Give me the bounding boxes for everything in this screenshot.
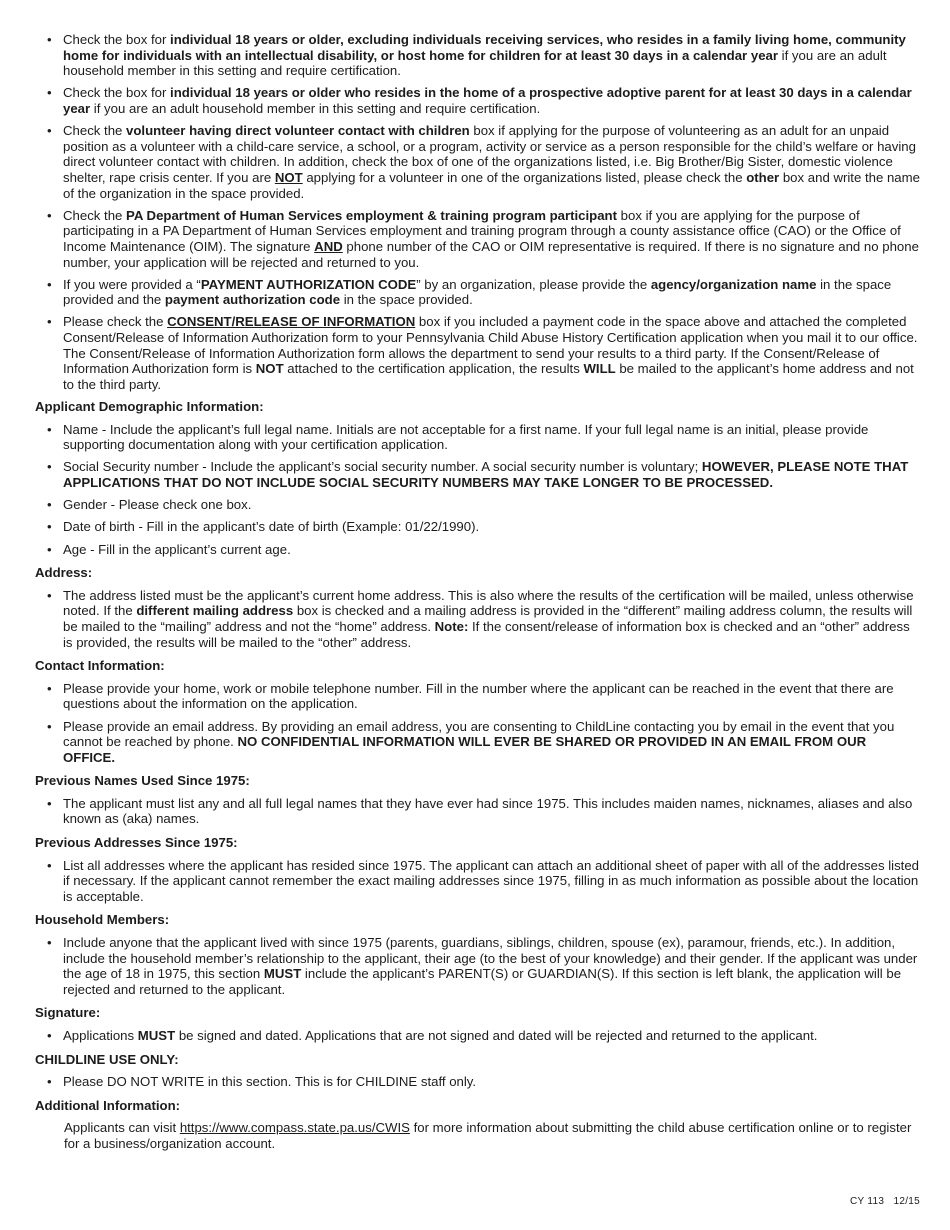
sections-container xyxy=(35,399,920,1090)
emphasis-text: NOT xyxy=(255,361,284,377)
emphasis-text: agency/organization name xyxy=(650,276,817,292)
item-text: Date of birth - Fill in the applicant’s date of birth (Example: 01/22/1990). xyxy=(63,519,480,535)
emphasis-text: PA Department of Human Services employment & training program participant xyxy=(126,207,618,223)
form-footer xyxy=(850,1194,920,1210)
item-text: Please check the xyxy=(63,314,168,330)
form-id: CY 113 xyxy=(849,1196,885,1207)
emphasis-text: other xyxy=(746,169,780,185)
list-item xyxy=(35,314,920,392)
list-item xyxy=(35,85,920,116)
section xyxy=(35,1052,920,1090)
item-text: in the space provided. xyxy=(340,292,473,308)
emphasis-text: NOT xyxy=(274,169,303,185)
section-list xyxy=(35,422,920,558)
item-text: ” by an organization, please provide the xyxy=(416,276,651,292)
section-list xyxy=(35,796,920,827)
item-text: List all addresses where the applicant has resided since 1975. The applicant can attach an additional sheet of paper with all of the addresses listed if necessary. If the applicant cannot remember the exact mailing addresses since 1975, filling in as much information as possible about the location is acceptable. xyxy=(63,857,920,904)
emphasis-text xyxy=(167,314,415,329)
list-item xyxy=(35,459,920,490)
item-text: box is checked and a mailing address is provided in the “different” mailing address column, the results will be mailed to the “mailing” address and not the “home” address. xyxy=(63,603,913,634)
emphasis-text: different mailing address xyxy=(136,603,294,619)
emphasis-text: individual 18 years or older, excluding individuals receiving services, who resides in a family living home, community home for individuals with an intellectual disability, or host home for children for at least 30 days in a calendar year xyxy=(63,32,906,63)
emphasis-text: payment authorization code xyxy=(164,292,341,308)
list-item xyxy=(35,208,920,270)
emphasis-text: individual 18 years or older who resides in the home of a prospective adoptive parent for at least 30 days in a calendar year xyxy=(63,85,912,116)
additional-information-section xyxy=(35,1098,920,1152)
item-text: Check the box for xyxy=(63,32,171,47)
section-heading: Previous Addresses Since 1975: xyxy=(35,835,238,851)
item-text: attached to the certification application, the results xyxy=(283,361,584,377)
list-item xyxy=(35,519,920,535)
section-heading: CHILDLINE USE ONLY: xyxy=(35,1051,179,1067)
item-text: include the applicant’s PARENT(S) or GUARDIAN(S). If this section is left blank, the application will be rejected and returned to the applicant. xyxy=(63,966,902,997)
item-text: Check the xyxy=(63,123,127,139)
section-list xyxy=(35,858,920,905)
additional-information-text xyxy=(35,1120,920,1151)
emphasis-text: AND xyxy=(314,238,343,254)
list-item xyxy=(35,796,920,827)
item-text: be mailed to the applicant’s home address and not to the third party. xyxy=(63,361,914,392)
emphasis-text: MUST xyxy=(263,966,302,982)
additional-text-before: Applicants can visit xyxy=(64,1120,180,1136)
emphasis-text: MUST xyxy=(137,1028,176,1043)
item-text: if you are an adult household member in this setting and require certification. xyxy=(90,100,541,116)
section-list xyxy=(35,935,920,997)
item-text: Please provide an email address. By providing an email address, you are consenting to ChildLine contacting you by email in the event that you cannot be reached by phone. xyxy=(63,718,895,750)
list-item xyxy=(35,588,920,650)
section xyxy=(35,658,920,765)
list-item xyxy=(35,32,920,79)
list-item xyxy=(35,497,920,513)
list-item xyxy=(35,681,920,712)
item-text: Gender - Please check one box. xyxy=(63,497,252,513)
item-text: box and write the name of the organization in the space provided. xyxy=(63,169,920,201)
section-list xyxy=(35,1028,920,1044)
item-text: The applicant must list any and all full legal names that they have ever had since 1975. This includes maiden names, nicknames, aliases and also known as (aka) names. xyxy=(63,795,913,827)
document-page xyxy=(35,32,920,1158)
item-text: box if you included a payment code in the space above and attached the completed Consent/Release of Information Authorization form to your Pennsylvania Child Abuse History Certification application when you mail it to our office. The Consent/Release of Information Authorization form allows the department to send your results to a third party. If the Consent/Release of Information Authorization form is xyxy=(63,314,918,377)
emphasis-text: Note: xyxy=(434,618,469,634)
instructions-list xyxy=(35,32,920,392)
section xyxy=(35,399,920,557)
section-heading: Signature: xyxy=(35,1005,101,1021)
emphasis-text: volunteer having direct volunteer contact with children xyxy=(126,123,470,139)
emphasis-text xyxy=(314,239,343,254)
list-item xyxy=(35,935,920,997)
section-heading: Contact Information: xyxy=(35,658,165,674)
item-text: Please provide your home, work or mobile telephone number. Fill in the number where the applicant can be reached in the event that there are questions about the information on the application. xyxy=(63,680,894,712)
item-text: phone number of the CAO or OIM representative is required. If there is no signature and no phone number, your application will be rejected and returned to you. xyxy=(63,238,919,270)
list-item xyxy=(35,719,920,766)
emphasis-text xyxy=(275,170,303,185)
section xyxy=(35,773,920,827)
emphasis-text: NO CONFIDENTIAL INFORMATION WILL EVER BE SHARED OR PROVIDED IN AN EMAIL FROM OUR OFFICE. xyxy=(63,734,867,765)
section xyxy=(35,565,920,650)
item-text: Age - Fill in the applicant’s current age. xyxy=(63,541,291,557)
list-item xyxy=(35,277,920,308)
item-text: box if you are applying for the purpose of participating in a PA Department of Human Services employment and training program through a county assistance office (CAO) or the Office of Income Maintenance (OIM). The signature xyxy=(63,207,901,254)
section xyxy=(35,912,920,997)
item-text: Check the xyxy=(63,207,127,223)
item-text: If the consent/release of information box is checked and an “other” address is provided, the results will be mailed to the “other” address. xyxy=(63,618,910,650)
section-heading: Previous Names Used Since 1975: xyxy=(35,773,250,789)
list-item xyxy=(35,1028,920,1044)
item-text: Check the box for xyxy=(63,85,171,101)
list-item xyxy=(35,1074,920,1090)
emphasis-text: CONSENT/RELEASE OF INFORMATION xyxy=(167,314,416,330)
emphasis-text: WILL xyxy=(583,361,616,377)
item-text: in the space provided and the xyxy=(63,276,892,308)
section-list xyxy=(35,1074,920,1090)
list-item xyxy=(35,123,920,201)
section-heading: Applicant Demographic Information: xyxy=(35,399,264,415)
section-heading: Additional Information: xyxy=(35,1097,181,1113)
section-list xyxy=(35,681,920,766)
emphasis-text: PAYMENT AUTHORIZATION CODE xyxy=(200,276,417,292)
section-heading: Address: xyxy=(35,565,93,581)
item-text: box if applying for the purpose of volunteering as an adult for an unpaid position as a volunteer with a child-care service, a school, or a program, activity or service as a person responsible for the child’s welfare or having direct volunteer contact with children. In addition, check the box of one of the organizations listed, i.e. Big Brother/Big Sister, domestic violence shelter, rape crisis center. If you are xyxy=(63,123,916,185)
item-text: Include anyone that the applicant lived with since 1975 (parents, guardians, siblings, children, spouse (ex), paramour, friends, etc.). In addition, include the household member’s relationship to the applicant, their age (to the best of your knowledge) and their gender. If the applicant was under the age of 18 in 1975, this section xyxy=(63,935,918,982)
section xyxy=(35,1005,920,1043)
item-text: if you are an adult household member in this setting and require certification. xyxy=(63,47,887,79)
item-text: Applications xyxy=(63,1028,138,1043)
item-text: applying for a volunteer in one of the organizations listed, please check the xyxy=(302,169,747,185)
section-heading: Household Members: xyxy=(35,912,170,928)
item-text: Social Security number - Include the applicant’s social security number. A social security number is voluntary; xyxy=(63,459,702,475)
item-text: be signed and dated. Applications that are not signed and dated will be rejected and returned to the applicant. xyxy=(175,1028,818,1043)
item-text: Name - Include the applicant’s full legal name. Initials are not acceptable for a first name. If your full legal name is an initial, please provide supporting documentation along with your certification application. xyxy=(63,421,869,453)
list-item xyxy=(35,858,920,905)
item-text: If you were provided a “ xyxy=(63,276,201,292)
section-list xyxy=(35,588,920,650)
item-text: The address listed must be the applicant’s current home address. This is also where the results of the certification will be mailed, unless otherwise noted. If the xyxy=(63,587,914,619)
emphasis-text: HOWEVER, PLEASE NOTE THAT APPLICATIONS THAT DO NOT INCLUDE SOCIAL SECURITY NUMBERS MAY TAKE LONGER TO BE PROCESSED. xyxy=(63,459,909,490)
cwis-link[interactable]: https://www.compass.state.pa.us/CWIS xyxy=(179,1120,410,1136)
item-text: Please DO NOT WRITE in this section. This is for CHILDINE staff only. xyxy=(63,1074,477,1090)
list-item xyxy=(35,422,920,453)
form-revision: 12/15 xyxy=(893,1196,920,1207)
list-item xyxy=(35,542,920,558)
section xyxy=(35,835,920,904)
additional-text-after: for more information about submitting the child abuse certification online or to register for a business/organization account. xyxy=(64,1120,912,1151)
